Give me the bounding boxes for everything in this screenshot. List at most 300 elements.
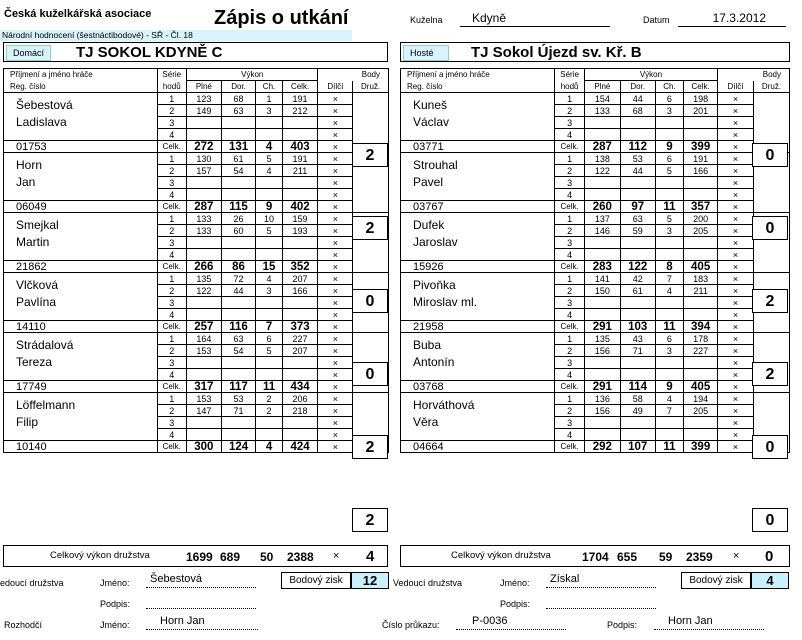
- series-value[interactable]: [584, 309, 620, 321]
- series-value[interactable]: [186, 297, 221, 309]
- series-value[interactable]: 135: [186, 273, 221, 285]
- series-value[interactable]: [256, 369, 282, 381]
- series-value[interactable]: 53: [221, 393, 256, 405]
- series-value[interactable]: 153: [186, 393, 221, 405]
- series-value[interactable]: 153: [186, 345, 221, 357]
- series-value[interactable]: 7: [655, 405, 684, 417]
- druz-cell: [753, 249, 789, 261]
- player-surname[interactable]: Horn: [4, 153, 158, 177]
- series-value[interactable]: 205: [684, 405, 718, 417]
- series-value[interactable]: 53: [620, 153, 655, 165]
- series-value[interactable]: 207: [282, 345, 318, 357]
- series-value[interactable]: [655, 369, 684, 381]
- series-value[interactable]: [684, 189, 718, 201]
- series-value[interactable]: [620, 369, 655, 381]
- series-value[interactable]: 205: [684, 225, 718, 237]
- series-value[interactable]: [584, 177, 620, 189]
- series-value[interactable]: [221, 237, 256, 249]
- series-value[interactable]: 63: [221, 105, 256, 117]
- series-value[interactable]: [282, 369, 318, 381]
- series-value[interactable]: [620, 237, 655, 249]
- series-value[interactable]: 7: [655, 273, 684, 285]
- guest-leader-name[interactable]: Získal: [546, 573, 656, 588]
- venue-field[interactable]: Kdyně: [460, 9, 610, 27]
- player-reg[interactable]: 15926: [401, 261, 555, 273]
- series-value[interactable]: [620, 249, 655, 261]
- player-surname[interactable]: Pivoňka: [401, 273, 555, 297]
- player-surname[interactable]: Smejkal: [4, 213, 158, 237]
- series-value[interactable]: [620, 357, 655, 369]
- series-value[interactable]: [221, 369, 256, 381]
- col-header-series2: hodů: [555, 81, 585, 93]
- series-value[interactable]: [186, 429, 221, 441]
- home-team-name: TJ SOKOL KDYNĚ C: [76, 44, 223, 61]
- series-value[interactable]: 5: [655, 165, 684, 177]
- series-value[interactable]: 198: [684, 93, 718, 105]
- series-value[interactable]: 63: [221, 333, 256, 345]
- series-number: 1: [555, 93, 585, 105]
- series-value[interactable]: [584, 189, 620, 201]
- series-value[interactable]: [684, 429, 718, 441]
- series-value[interactable]: [256, 177, 282, 189]
- series-value[interactable]: [620, 117, 655, 129]
- dilci-mark: ×: [318, 117, 353, 129]
- series-value[interactable]: [256, 309, 282, 321]
- series-value[interactable]: [221, 309, 256, 321]
- series-value[interactable]: [584, 429, 620, 441]
- series-value[interactable]: 201: [684, 105, 718, 117]
- series-value[interactable]: [655, 417, 684, 429]
- series-value[interactable]: 3: [655, 225, 684, 237]
- series-value[interactable]: 54: [221, 165, 256, 177]
- home-total-x: ×: [333, 550, 340, 562]
- dilci-mark: ×: [718, 129, 754, 141]
- series-value[interactable]: [584, 417, 620, 429]
- referee-sign[interactable]: Horn Jan: [654, 615, 764, 630]
- player-reg[interactable]: 14110: [4, 321, 158, 333]
- series-value[interactable]: [221, 129, 256, 141]
- series-value[interactable]: [584, 369, 620, 381]
- series-value[interactable]: 135: [584, 333, 620, 345]
- series-value[interactable]: 191: [282, 153, 318, 165]
- druz-cell: [753, 93, 789, 105]
- druz-cell: [753, 261, 789, 273]
- series-value[interactable]: 58: [620, 393, 655, 405]
- druz-cell: [753, 405, 789, 417]
- series-value[interactable]: [282, 177, 318, 189]
- series-value[interactable]: [584, 129, 620, 141]
- player-total-row: [4, 261, 389, 273]
- player-firstname[interactable]: Věra: [401, 417, 555, 441]
- series-value[interactable]: 3: [256, 285, 282, 297]
- series-value[interactable]: 157: [186, 165, 221, 177]
- col-header-celk: Celk.: [684, 81, 718, 93]
- series-value[interactable]: 61: [620, 285, 655, 297]
- series-value[interactable]: 49: [620, 405, 655, 417]
- player-total-value: 11: [256, 381, 282, 393]
- series-value[interactable]: [655, 429, 684, 441]
- series-value[interactable]: [584, 297, 620, 309]
- series-value[interactable]: 183: [684, 273, 718, 285]
- series-value[interactable]: 71: [221, 405, 256, 417]
- dilci-mark: ×: [318, 273, 353, 285]
- series-value[interactable]: [221, 417, 256, 429]
- series-value[interactable]: 4: [655, 285, 684, 297]
- series-value[interactable]: [620, 417, 655, 429]
- col-header-reg: Reg. číslo: [401, 81, 555, 93]
- series-value[interactable]: [684, 369, 718, 381]
- series-number: 3: [157, 237, 186, 249]
- series-value[interactable]: [186, 357, 221, 369]
- series-value[interactable]: 3: [655, 105, 684, 117]
- series-value[interactable]: [620, 309, 655, 321]
- series-value[interactable]: 4: [655, 393, 684, 405]
- series-number: 3: [157, 117, 186, 129]
- player-total-row: [4, 201, 389, 213]
- series-value[interactable]: 10: [256, 213, 282, 225]
- player-total-value: 424: [282, 441, 318, 453]
- series-value[interactable]: [256, 117, 282, 129]
- series-value[interactable]: 191: [282, 93, 318, 105]
- series-value[interactable]: [620, 429, 655, 441]
- player-surname[interactable]: Dufek: [401, 213, 555, 237]
- player-reg[interactable]: 04664: [401, 441, 555, 453]
- series-value[interactable]: [655, 177, 684, 189]
- series-value[interactable]: 136: [584, 393, 620, 405]
- series-value[interactable]: 42: [620, 273, 655, 285]
- home-sign-field[interactable]: [146, 596, 256, 609]
- series-value[interactable]: 166: [684, 165, 718, 177]
- dilci-mark: ×: [718, 405, 754, 417]
- series-value[interactable]: [282, 129, 318, 141]
- series-value[interactable]: [221, 429, 256, 441]
- series-value[interactable]: 130: [186, 153, 221, 165]
- series-value[interactable]: [256, 429, 282, 441]
- series-value[interactable]: 71: [620, 345, 655, 357]
- series-value[interactable]: 6: [655, 93, 684, 105]
- series-value[interactable]: [256, 129, 282, 141]
- guest-team-header: [400, 42, 790, 62]
- player-firstname[interactable]: Václav: [401, 117, 555, 141]
- dilci-mark: ×: [718, 333, 754, 345]
- series-value[interactable]: [684, 117, 718, 129]
- series-value[interactable]: [684, 129, 718, 141]
- series-value[interactable]: [256, 297, 282, 309]
- player-reg[interactable]: 03768: [401, 381, 555, 393]
- series-value[interactable]: [655, 297, 684, 309]
- series-value[interactable]: [584, 357, 620, 369]
- series-value[interactable]: 4: [256, 165, 282, 177]
- player-firstname[interactable]: Tereza: [4, 357, 158, 381]
- player-surname[interactable]: Strouhal: [401, 153, 555, 177]
- player-surname[interactable]: Šebestová: [4, 93, 158, 117]
- series-value[interactable]: [282, 417, 318, 429]
- player-firstname[interactable]: Ladislava: [4, 117, 158, 141]
- series-value[interactable]: [684, 309, 718, 321]
- series-value[interactable]: 218: [282, 405, 318, 417]
- series-value[interactable]: [584, 117, 620, 129]
- series-value[interactable]: [620, 189, 655, 201]
- dilci-mark: ×: [718, 189, 754, 201]
- series-value[interactable]: [256, 237, 282, 249]
- series-value[interactable]: 2: [256, 393, 282, 405]
- player-total-value: 114: [620, 381, 655, 393]
- series-value[interactable]: 227: [684, 345, 718, 357]
- series-value[interactable]: 2: [256, 405, 282, 417]
- player-total-row: [401, 141, 790, 153]
- series-value[interactable]: 200: [684, 213, 718, 225]
- series-value[interactable]: 206: [282, 393, 318, 405]
- series-value[interactable]: 5: [655, 213, 684, 225]
- series-value[interactable]: [684, 357, 718, 369]
- series-value[interactable]: [620, 129, 655, 141]
- series-value[interactable]: [256, 357, 282, 369]
- series-value[interactable]: 178: [684, 333, 718, 345]
- referee-name[interactable]: Horn Jan: [146, 615, 258, 630]
- venue-label: Kuželna: [410, 15, 443, 25]
- player-firstname[interactable]: Jan: [4, 177, 158, 201]
- player-reg[interactable]: 17749: [4, 381, 158, 393]
- player-firstname[interactable]: Filip: [4, 417, 158, 441]
- col-header-druz: Druž.: [353, 81, 389, 93]
- series-value[interactable]: 68: [620, 105, 655, 117]
- player-firstname[interactable]: Jaroslav: [401, 237, 555, 261]
- series-value[interactable]: [186, 117, 221, 129]
- series-value[interactable]: [256, 249, 282, 261]
- series-value[interactable]: [684, 249, 718, 261]
- series-value[interactable]: [221, 249, 256, 261]
- series-value[interactable]: 212: [282, 105, 318, 117]
- date-field[interactable]: 17.3.2012: [678, 9, 786, 27]
- series-value[interactable]: [684, 237, 718, 249]
- player-total-value: 9: [655, 381, 684, 393]
- series-value[interactable]: [186, 177, 221, 189]
- series-value[interactable]: 6: [256, 333, 282, 345]
- series-value[interactable]: 211: [282, 165, 318, 177]
- series-value[interactable]: [684, 297, 718, 309]
- series-value[interactable]: 193: [282, 225, 318, 237]
- series-value[interactable]: [282, 357, 318, 369]
- series-value[interactable]: [655, 357, 684, 369]
- series-value[interactable]: 156: [584, 405, 620, 417]
- player-reg[interactable]: 01753: [4, 141, 158, 153]
- series-value[interactable]: 72: [221, 273, 256, 285]
- player-reg[interactable]: 21958: [401, 321, 555, 333]
- series-value[interactable]: [221, 117, 256, 129]
- series-value[interactable]: [186, 129, 221, 141]
- player-firstname[interactable]: Pavel: [401, 177, 555, 201]
- team-points-box: 0: [752, 216, 788, 240]
- series-number: 3: [555, 357, 585, 369]
- series-value[interactable]: 5: [256, 225, 282, 237]
- series-value[interactable]: 191: [684, 153, 718, 165]
- series-value[interactable]: 227: [282, 333, 318, 345]
- druz-cell: [353, 129, 389, 141]
- player-surname[interactable]: Vlčková: [4, 273, 158, 297]
- player-total-value: 11: [655, 321, 684, 333]
- series-value[interactable]: [684, 177, 718, 189]
- series-value[interactable]: 6: [655, 153, 684, 165]
- series-value[interactable]: 122: [584, 165, 620, 177]
- series-value[interactable]: 166: [282, 285, 318, 297]
- series-value[interactable]: [655, 249, 684, 261]
- series-value[interactable]: 43: [620, 333, 655, 345]
- series-value[interactable]: [221, 297, 256, 309]
- home-leader-label: edoucí družstva: [0, 578, 64, 588]
- player-total-row: [401, 201, 790, 213]
- series-value[interactable]: 133: [186, 225, 221, 237]
- series-value[interactable]: [282, 117, 318, 129]
- referee-card[interactable]: P-0036: [456, 615, 566, 630]
- series-value[interactable]: 154: [584, 93, 620, 105]
- series-value[interactable]: [282, 309, 318, 321]
- celk-label: Celk.: [555, 261, 585, 273]
- series-value[interactable]: [655, 189, 684, 201]
- player-firstname[interactable]: Martin: [4, 237, 158, 261]
- series-value[interactable]: 6: [655, 333, 684, 345]
- guest-leader-label: Vedoucí družstva: [393, 578, 463, 588]
- guest-sign-label: Podpis:: [500, 599, 531, 609]
- series-value[interactable]: 147: [186, 405, 221, 417]
- series-value[interactable]: 59: [620, 225, 655, 237]
- druz-cell: [353, 249, 389, 261]
- team-points-box: 2: [752, 289, 788, 313]
- series-value[interactable]: 211: [684, 285, 718, 297]
- series-value[interactable]: [655, 117, 684, 129]
- player-surname[interactable]: Löffelmann: [4, 393, 158, 417]
- table-row: [401, 357, 790, 369]
- player-firstname[interactable]: Antonín: [401, 357, 555, 381]
- table-row: [401, 213, 790, 225]
- series-value[interactable]: [282, 297, 318, 309]
- dilci-mark: ×: [318, 201, 353, 213]
- series-value[interactable]: 141: [584, 273, 620, 285]
- series-value[interactable]: [186, 369, 221, 381]
- series-value[interactable]: [282, 189, 318, 201]
- player-reg[interactable]: 03771: [401, 141, 555, 153]
- series-value[interactable]: 122: [186, 285, 221, 297]
- series-value[interactable]: [256, 189, 282, 201]
- series-value[interactable]: 194: [684, 393, 718, 405]
- table-row: [401, 153, 790, 165]
- series-value[interactable]: [620, 297, 655, 309]
- series-value[interactable]: [620, 177, 655, 189]
- series-value[interactable]: [655, 129, 684, 141]
- druz-cell: [353, 393, 389, 405]
- series-value[interactable]: [186, 309, 221, 321]
- series-value[interactable]: 1: [256, 93, 282, 105]
- series-value[interactable]: 44: [221, 285, 256, 297]
- series-value[interactable]: [655, 237, 684, 249]
- dilci-mark: ×: [718, 141, 754, 153]
- table-row: [401, 393, 790, 405]
- celk-label: Celk.: [157, 441, 186, 453]
- series-value[interactable]: 63: [620, 213, 655, 225]
- col-header-series2: hodů: [157, 81, 186, 93]
- series-value[interactable]: [282, 249, 318, 261]
- series-value[interactable]: 156: [584, 345, 620, 357]
- series-value[interactable]: 61: [221, 153, 256, 165]
- home-leader-name[interactable]: Šebestová: [146, 573, 256, 588]
- series-value[interactable]: 3: [655, 345, 684, 357]
- player-total-value: 4: [256, 441, 282, 453]
- series-value[interactable]: [186, 237, 221, 249]
- series-value[interactable]: [186, 417, 221, 429]
- player-surname[interactable]: Strádalová: [4, 333, 158, 357]
- series-value[interactable]: 60: [221, 225, 256, 237]
- table-row: [4, 393, 389, 405]
- guest-sign-field[interactable]: [546, 596, 656, 609]
- team-points-box: 0: [352, 362, 388, 386]
- series-value[interactable]: 5: [256, 345, 282, 357]
- series-number: 4: [555, 309, 585, 321]
- series-value[interactable]: [186, 249, 221, 261]
- series-value[interactable]: 44: [620, 93, 655, 105]
- series-value[interactable]: 137: [584, 213, 620, 225]
- series-value[interactable]: 159: [282, 213, 318, 225]
- player-firstname[interactable]: Miroslav ml.: [401, 297, 555, 321]
- player-reg[interactable]: 03767: [401, 201, 555, 213]
- team-points-box: 0: [752, 435, 788, 459]
- series-value[interactable]: 54: [221, 345, 256, 357]
- series-value[interactable]: 133: [584, 105, 620, 117]
- series-value[interactable]: [221, 177, 256, 189]
- series-value[interactable]: 68: [221, 93, 256, 105]
- player-surname[interactable]: Buba: [401, 333, 555, 357]
- series-number: 1: [555, 333, 585, 345]
- series-value[interactable]: [584, 237, 620, 249]
- series-value[interactable]: [256, 417, 282, 429]
- player-total-value: 103: [620, 321, 655, 333]
- series-value[interactable]: 26: [221, 213, 256, 225]
- player-total-value: 352: [282, 261, 318, 273]
- series-value[interactable]: 133: [186, 213, 221, 225]
- player-reg[interactable]: 21862: [4, 261, 158, 273]
- series-value[interactable]: 5: [256, 153, 282, 165]
- series-value[interactable]: [684, 417, 718, 429]
- druz-cell: [353, 345, 389, 357]
- player-surname[interactable]: Horváthová: [401, 393, 555, 417]
- series-value[interactable]: 207: [282, 273, 318, 285]
- series-value[interactable]: 44: [620, 165, 655, 177]
- player-surname[interactable]: Kuneš: [401, 93, 555, 117]
- series-value[interactable]: 150: [584, 285, 620, 297]
- series-value[interactable]: [655, 309, 684, 321]
- series-value[interactable]: [221, 357, 256, 369]
- player-reg[interactable]: 10140: [4, 441, 158, 453]
- series-value[interactable]: [282, 237, 318, 249]
- series-value[interactable]: [186, 189, 221, 201]
- series-value[interactable]: 3: [256, 105, 282, 117]
- table-row: [4, 357, 389, 369]
- series-value[interactable]: [584, 249, 620, 261]
- player-reg[interactable]: 06049: [4, 201, 158, 213]
- home-total-points: 4: [366, 548, 375, 565]
- table-row: [4, 417, 389, 429]
- series-value[interactable]: 146: [584, 225, 620, 237]
- series-value[interactable]: [282, 429, 318, 441]
- series-value[interactable]: 4: [256, 273, 282, 285]
- series-value[interactable]: 138: [584, 153, 620, 165]
- series-value[interactable]: 164: [186, 333, 221, 345]
- dilci-mark: ×: [718, 285, 754, 297]
- series-number: 3: [157, 417, 186, 429]
- series-value[interactable]: 149: [186, 105, 221, 117]
- player-firstname[interactable]: Pavlína: [4, 297, 158, 321]
- dilci-mark: ×: [318, 393, 353, 405]
- series-value[interactable]: [221, 189, 256, 201]
- series-value[interactable]: 123: [186, 93, 221, 105]
